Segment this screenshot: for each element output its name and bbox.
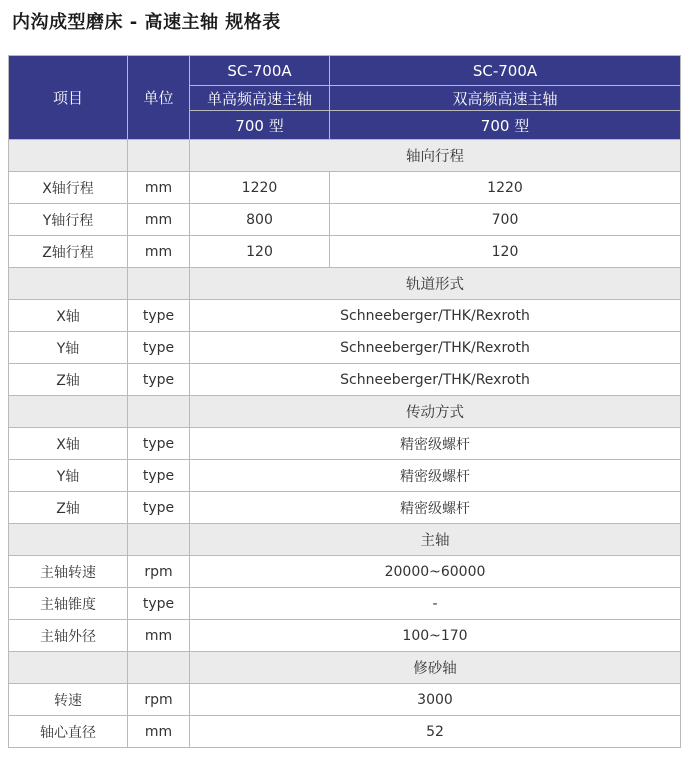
table-row <box>9 364 681 396</box>
row-item: 主轴转速 <box>9 556 128 588</box>
row-unit: type <box>128 300 190 332</box>
header-model-b-desc: 双高频高速主轴 <box>330 86 681 111</box>
row-item: X轴 <box>9 428 128 460</box>
row-unit: type <box>128 460 190 492</box>
row-unit: mm <box>128 204 190 236</box>
row-item: 转速 <box>9 684 128 716</box>
row-value-b: 700 <box>330 204 681 236</box>
row-item: 主轴锥度 <box>9 588 128 620</box>
row-unit: mm <box>128 716 190 748</box>
row-unit: rpm <box>128 556 190 588</box>
section-row-spindle <box>9 524 681 556</box>
table-row <box>9 556 681 588</box>
row-unit: mm <box>128 620 190 652</box>
row-value: Schneeberger/THK/Rexroth <box>190 364 681 396</box>
row-value: 100~170 <box>190 620 681 652</box>
header-unit: 单位 <box>128 56 190 140</box>
section-label: 轴向行程 <box>190 140 681 172</box>
row-value: 精密级螺杆 <box>190 460 681 492</box>
table-row <box>9 428 681 460</box>
section-label: 轨道形式 <box>190 268 681 300</box>
table-row <box>9 204 681 236</box>
row-item: X轴行程 <box>9 172 128 204</box>
header-model-b: SC-700A <box>330 56 681 86</box>
row-unit: type <box>128 332 190 364</box>
section-row-rail <box>9 268 681 300</box>
row-value-b: 120 <box>330 236 681 268</box>
row-item: 主轴外径 <box>9 620 128 652</box>
section-label: 修砂轴 <box>190 652 681 684</box>
row-value: 3000 <box>190 684 681 716</box>
row-value: 52 <box>190 716 681 748</box>
row-item: Y轴 <box>9 332 128 364</box>
row-value-a: 120 <box>190 236 330 268</box>
row-unit: mm <box>128 236 190 268</box>
row-unit: mm <box>128 172 190 204</box>
row-item: X轴 <box>9 300 128 332</box>
row-unit: type <box>128 588 190 620</box>
section-label: 主轴 <box>190 524 681 556</box>
row-value: Schneeberger/THK/Rexroth <box>190 300 681 332</box>
row-value: 精密级螺杆 <box>190 492 681 524</box>
row-unit: type <box>128 492 190 524</box>
row-value: 精密级螺杆 <box>190 428 681 460</box>
table-row <box>9 460 681 492</box>
row-item: Z轴行程 <box>9 236 128 268</box>
spec-table <box>8 55 681 748</box>
row-value-b: 1220 <box>330 172 681 204</box>
row-value: - <box>190 588 681 620</box>
section-row-dresser <box>9 652 681 684</box>
section-row-drive <box>9 396 681 428</box>
row-value: 20000~60000 <box>190 556 681 588</box>
row-value: Schneeberger/THK/Rexroth <box>190 332 681 364</box>
table-row <box>9 332 681 364</box>
section-label: 传动方式 <box>190 396 681 428</box>
table-row <box>9 588 681 620</box>
row-item: Z轴 <box>9 364 128 396</box>
row-unit: type <box>128 428 190 460</box>
table-header <box>9 56 681 140</box>
header-item: 项目 <box>9 56 128 140</box>
table-row <box>9 620 681 652</box>
header-model-a-size: 700 型 <box>190 111 330 140</box>
table-row <box>9 236 681 268</box>
row-item: Z轴 <box>9 492 128 524</box>
table-row <box>9 172 681 204</box>
row-value-a: 800 <box>190 204 330 236</box>
row-value-a: 1220 <box>190 172 330 204</box>
table-row <box>9 300 681 332</box>
row-item: Y轴行程 <box>9 204 128 236</box>
page-title: 内沟成型磨床 - 高速主轴 规格表 <box>12 12 281 33</box>
row-unit: rpm <box>128 684 190 716</box>
section-row-travel <box>9 140 681 172</box>
header-model-a: SC-700A <box>190 56 330 86</box>
header-model-a-desc: 单高频高速主轴 <box>190 86 330 111</box>
table-row <box>9 716 681 748</box>
row-unit: type <box>128 364 190 396</box>
header-model-b-size: 700 型 <box>330 111 681 140</box>
table-row <box>9 684 681 716</box>
table-row <box>9 492 681 524</box>
row-item: Y轴 <box>9 460 128 492</box>
row-item: 轴心直径 <box>9 716 128 748</box>
